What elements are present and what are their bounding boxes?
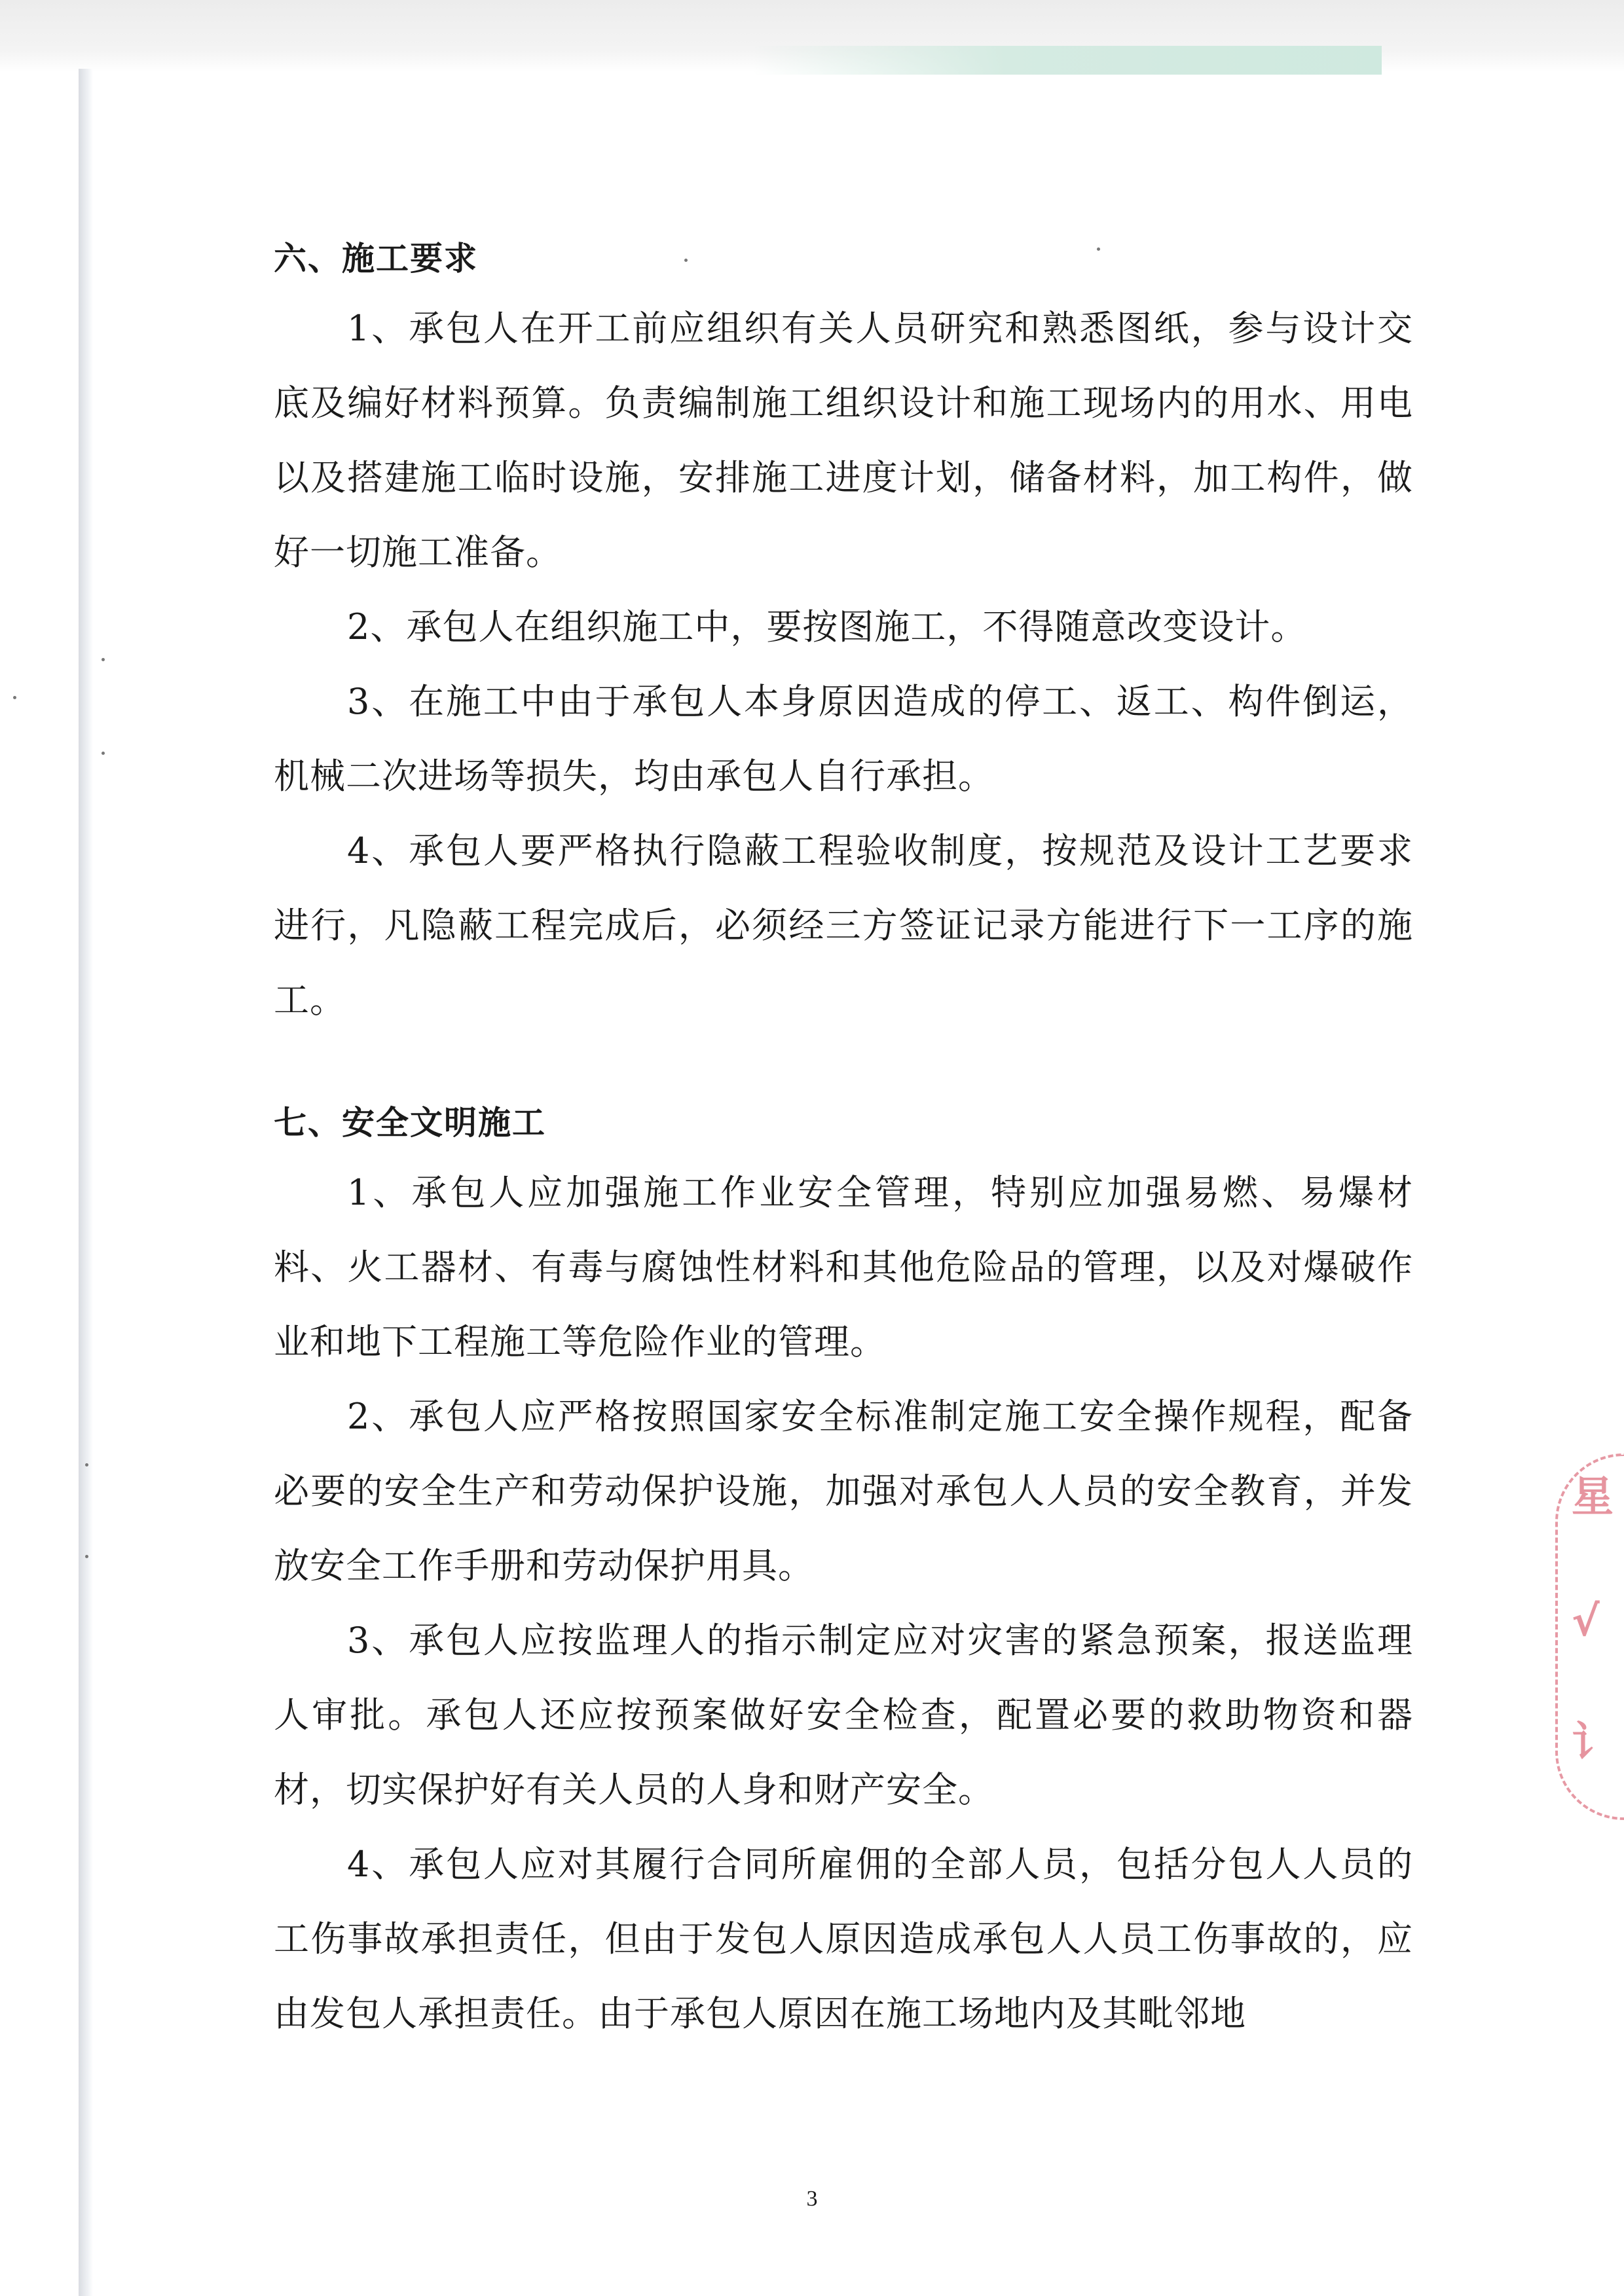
paragraph: 4、承包人要严格执行隐蔽工程验收制度，按规范及设计工艺要求进行，凡隐蔽工程完成后，必须经三方签证记录方能进行下一工序的施工。: [274, 830, 1413, 1021]
scan-top-tint: [753, 46, 1382, 75]
document-body: [274, 226, 1413, 2051]
scan-speck: [85, 1555, 88, 1558]
scan-left-edge: [79, 69, 93, 2296]
page-number: 3: [806, 2187, 818, 2211]
scan-speck: [13, 696, 16, 699]
seal-character: √: [1572, 1597, 1600, 1646]
paragraph: 1、承包人应加强施工作业安全管理，特别应加强易燃、易爆材料、火工器材、有毒与腐蚀性材料和其他危险品的管理，以及对爆破作业和地下工程施工等危险作业的管理。: [274, 1172, 1413, 1362]
scan-speck: [101, 658, 105, 661]
paragraph: 4、承包人应对其履行合同所雇佣的全部人员，包括分包人人员的工伤事故承担责任，但由于发包人原因造成承包人人员工伤事故的，应由发包人承担责任。由于承包人原因在施工场地内及其毗邻地: [274, 1844, 1413, 2034]
paragraph: 3、承包人应按监理人的指示制定应对灾害的紧急预案，报送监理人审批。承包人还应按预案做好安全检查，配置必要的救助物资和器材，切实保护好有关人员的人身和财产安全。: [274, 1620, 1413, 1810]
scan-speck: [101, 752, 105, 755]
section-construction-requirements: [274, 226, 1413, 1038]
seal-character: 星: [1572, 1473, 1614, 1522]
section-heading: 六、施工要求: [274, 240, 478, 278]
paragraph: 3、在施工中由于承包人本身原因造成的停工、返工、构件倒运，机械二次进场等损失，均由承包人自行承担。: [274, 681, 1413, 797]
scan-speck: [85, 1463, 88, 1467]
paragraph: 2、承包人在组织施工中，要按图施工，不得随意改变设计。: [347, 606, 1307, 647]
paragraph: 2、承包人应严格按照国家安全标准制定施工安全操作规程，配备必要的安全生产和劳动保护设施，加强对承包人人员的安全教育，并发放安全工作手册和劳动保护用具。: [274, 1396, 1413, 1586]
paragraph: 1、承包人在开工前应组织有关人员研究和熟悉图纸，参与设计交底及编好材料预算。负责编制施工组织设计和施工现场内的用水、用电以及搭建施工临时设施，安排施工进度计划，储备材料，加工构件，做好一切施工准备。: [274, 308, 1413, 573]
seal-character: 讠: [1572, 1719, 1614, 1767]
section-safety-civilized-construction: [274, 1090, 1413, 2051]
section-spacer: [274, 1038, 1413, 1090]
section-heading: 七、安全文明施工: [274, 1104, 546, 1142]
